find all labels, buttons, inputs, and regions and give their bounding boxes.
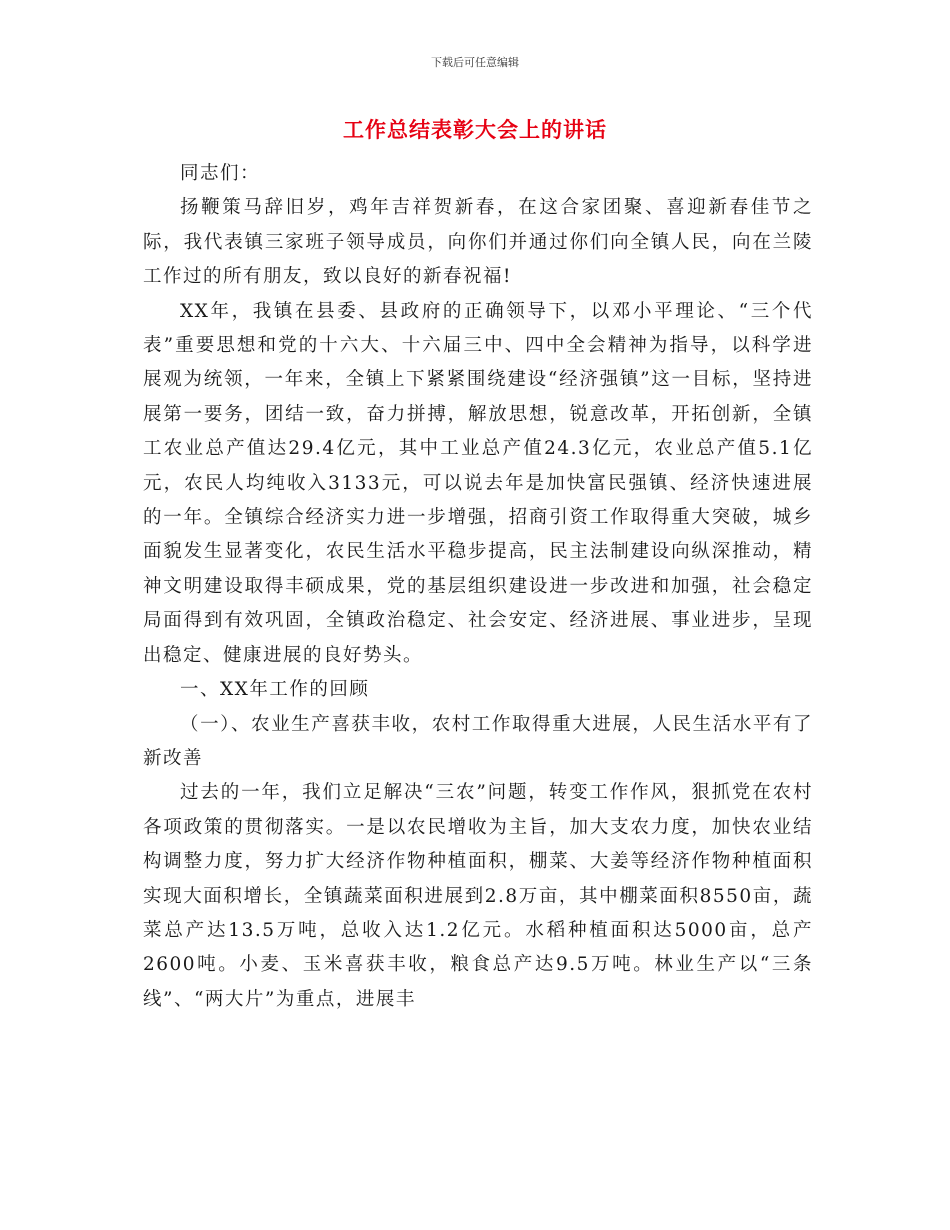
salutation-paragraph: 同志们： — [180, 163, 261, 184]
document-body — [143, 157, 813, 1017]
subsection-heading: （一）、农业生产喜获丰收，农村工作取得重大进展，人民生活水平有了新改善 — [143, 713, 813, 769]
download-note: 下载后可任意编辑 — [431, 56, 519, 69]
agriculture-paragraph: 过去的一年，我们立足解决“三农”问题，转变工作作风，狠抓党在农村各项政策的贯彻落实。一是以农民增收为主旨，加大支农力度，加快农业结构调整力度，努力扩大经济作物种植面积，棚菜、大姜等经济作物种植面积实现大面积增长，全镇蔬菜面积进展到2.8万亩，其中棚菜面积8550亩，蔬菜总产达13.5万吨，总收入达1.2亿元。水稻种植面积达5000亩，总产2600吨。小麦、玉米喜获丰收，粮食总产达9.5万吨。林业生产以“三条线”、“两大片”为重点，进展丰 — [143, 782, 813, 1010]
section-heading: 一、XX年工作的回顾 — [180, 679, 370, 701]
greeting-paragraph: 扬鞭策马辞旧岁，鸡年吉祥贺新春，在这合家团聚、喜迎新春佳节之际，我代表镇三家班子领导成员，向你们并通过你们向全镇人民，向在兰陵工作过的所有朋友，致以良好的新春祝福! — [143, 197, 813, 288]
document-title: 工作总结表彰大会上的讲话 — [343, 118, 607, 142]
summary-paragraph: XX年，我镇在县委、县政府的正确领导下，以邓小平理论、“三个代表”重要思想和党的十六大、十六届三中、四中全会精神为指导，以科学进展观为统领，一年来，全镇上下紧紧围绕建设“经济强镇”这一目标，坚持进展第一要务，团结一致，奋力拼搏，解放思想，锐意改革，开拓创新，全镇工农业总产值达29.4亿元，其中工业总产值24.3亿元，农业总产值5.1亿元，农民人均纯收入3133元，可以说去年是加快富民强镇、经济快速进展的一年。全镇综合经济实力进一步增强，招商引资工作取得重大突破，城乡面貌发生显著变化，农民生活水平稳步提高，民主法制建设向纵深推动，精神文明建设取得丰硕成果，党的基层组织建设进一步改进和加强，社会稳定局面得到有效巩固，全镇政治稳定、社会安定、经济进展、事业进步，呈现出稳定、健康进展的良好势头。 — [143, 300, 813, 666]
